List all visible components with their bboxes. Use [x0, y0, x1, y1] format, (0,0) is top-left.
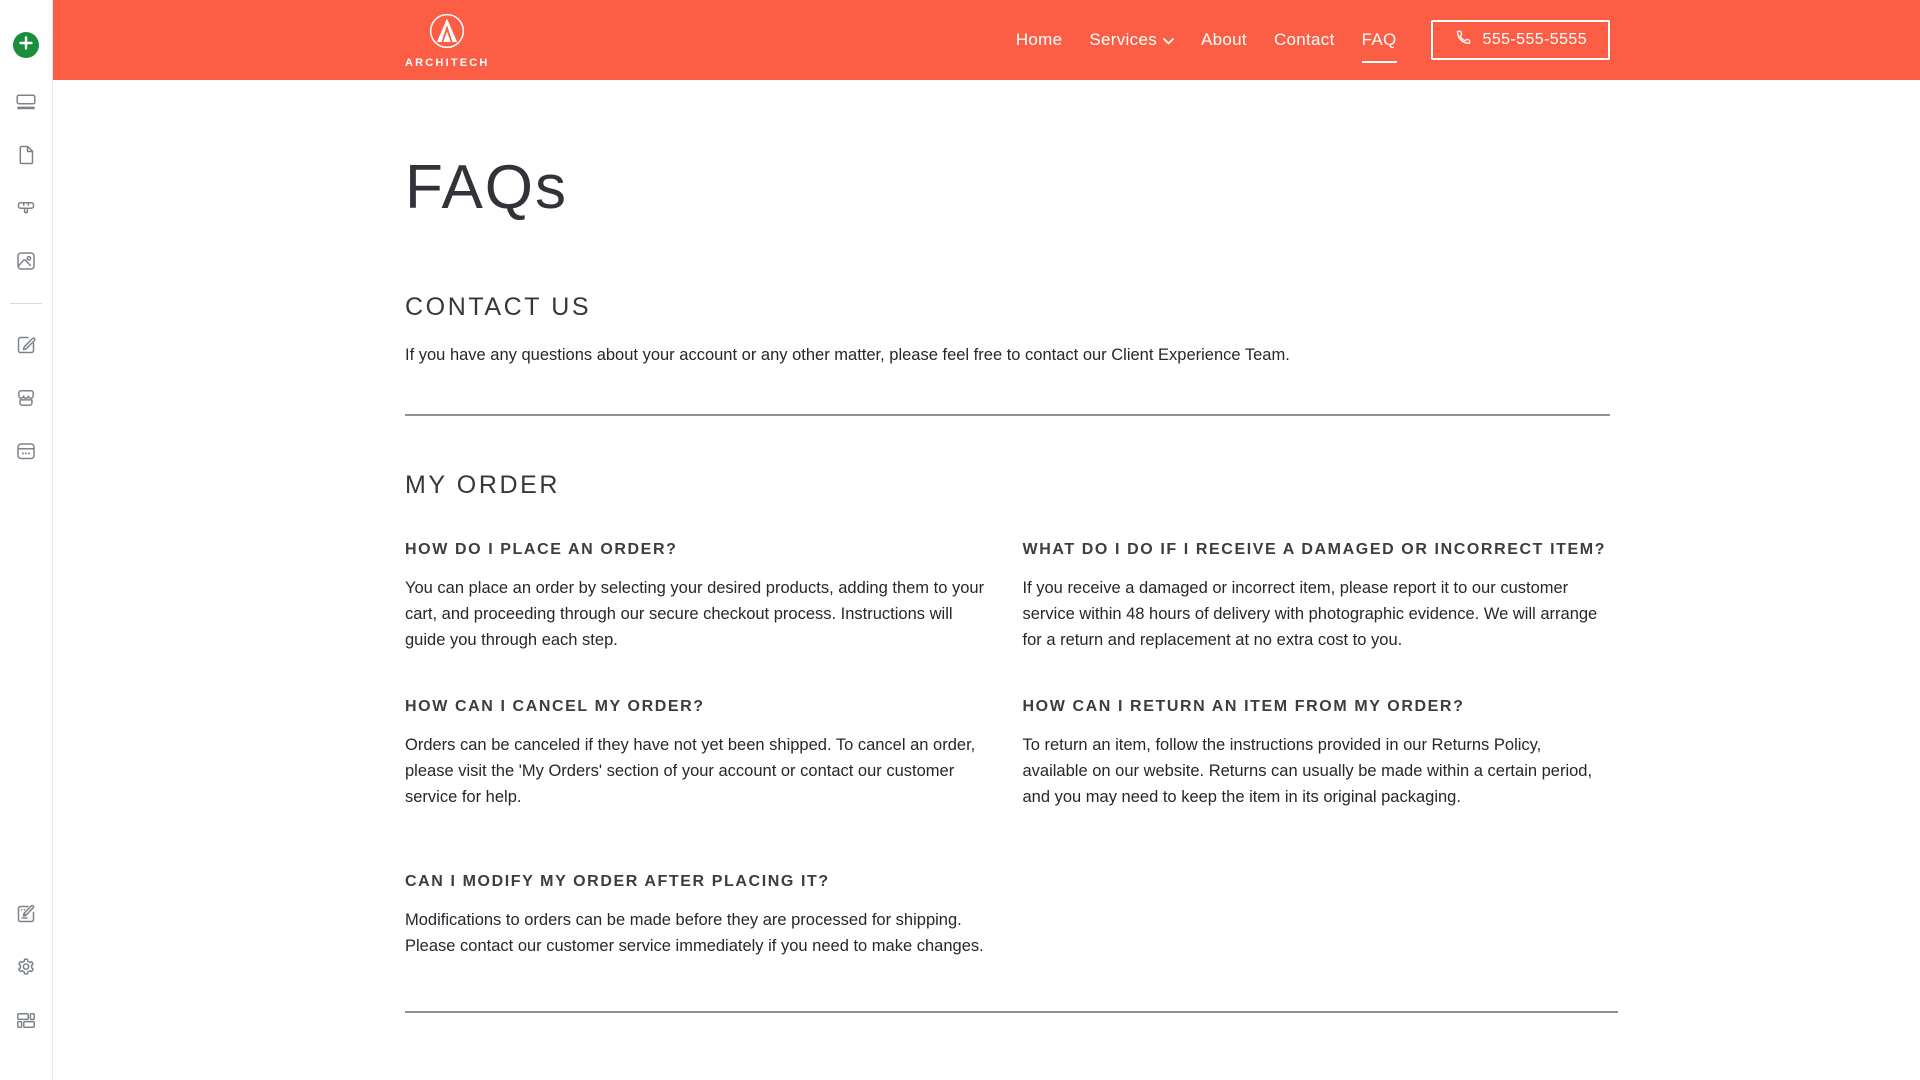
- faq-item: [405, 697, 993, 810]
- faq-answer: If you receive a damaged or incorrect item, please report it to our customer service within 48 hours of delivery with photographic evidence. We will arrange for a return and replacement at no extra cost to you.: [1022, 579, 1598, 649]
- contact-us-heading: CONTACT US: [405, 293, 592, 321]
- phone-number: 555-555-5555: [1482, 31, 1587, 48]
- store-icon[interactable]: [14, 386, 38, 410]
- plus-icon: [19, 36, 33, 55]
- faq-answer: Orders can be canceled if they have not yet been shipped. To cancel an order, please visit the 'My Orders' section of your account or contact our customer service for help.: [405, 736, 976, 806]
- faq-item: [405, 872, 993, 959]
- main-nav: [1016, 20, 1610, 60]
- chevron-down-icon: [1163, 30, 1174, 50]
- bookings-calendar-icon[interactable]: [14, 439, 38, 463]
- faq-answer: Modifications to orders can be made before they are processed for shipping. Please contact our customer service immediately if you need to make changes.: [405, 911, 984, 955]
- apps-grid-icon[interactable]: [14, 1008, 38, 1032]
- faq-answer: To return an item, follow the instructions provided in our Returns Policy, available on our website. Returns can usually be made within a certain period, and you may need to keep the item in its original packaging.: [1022, 736, 1593, 806]
- faq-item: [405, 540, 993, 653]
- bottom-divider: [405, 1011, 1618, 1013]
- faq-item: [1023, 540, 1611, 653]
- nav-faq[interactable]: FAQ: [1361, 30, 1397, 49]
- brand-name: ARCHITECH: [405, 56, 490, 69]
- sidebar-divider: [10, 303, 42, 304]
- faq-question: WHAT DO I DO IF I RECEIVE A DAMAGED OR INCORRECT ITEM?: [1022, 541, 1607, 558]
- faq-question: HOW CAN I CANCEL MY ORDER?: [405, 698, 705, 715]
- design-brush-icon[interactable]: [14, 196, 38, 220]
- faq-question: HOW DO I PLACE AN ORDER?: [405, 541, 678, 558]
- faq-answer: You can place an order by selecting your desired products, adding them to your cart, and proceeding through our secure checkout process. Instructions will guide you through each step.: [405, 579, 985, 649]
- media-image-icon[interactable]: [14, 249, 38, 273]
- nav-home[interactable]: Home: [1015, 30, 1063, 49]
- settings-gear-icon[interactable]: [14, 955, 38, 979]
- sections-icon[interactable]: [14, 90, 38, 114]
- architech-a-logo: [428, 12, 466, 55]
- faq-page: [405, 80, 1610, 1013]
- nav-services[interactable]: Services: [1089, 30, 1174, 50]
- pages-icon[interactable]: [14, 143, 38, 167]
- phone-icon: [1454, 28, 1473, 52]
- faq-question: CAN I MODIFY MY ORDER AFTER PLACING IT?: [405, 873, 830, 890]
- faq-grid: [405, 540, 1610, 959]
- site-canvas: [53, 0, 1920, 1080]
- blog-edit-icon[interactable]: [14, 333, 38, 357]
- editor-sidebar: [0, 0, 53, 1080]
- site-header: [53, 0, 1920, 80]
- faq-item: [1023, 697, 1611, 810]
- my-order-heading: MY ORDER: [405, 471, 561, 499]
- contact-us-intro: If you have any questions about your account or any other matter, please feel free to contact our Client Experience Team.: [405, 346, 1290, 364]
- nav-contact[interactable]: Contact: [1273, 30, 1335, 49]
- add-button[interactable]: [13, 32, 39, 58]
- phone-button[interactable]: [1431, 20, 1610, 60]
- brand-logo[interactable]: [405, 12, 490, 69]
- page-title: FAQs: [405, 153, 569, 222]
- section-divider: [405, 414, 1610, 416]
- faq-question: HOW CAN I RETURN AN ITEM FROM MY ORDER?: [1022, 698, 1465, 715]
- nav-about[interactable]: About: [1201, 30, 1247, 49]
- theme-design-icon[interactable]: [14, 902, 38, 926]
